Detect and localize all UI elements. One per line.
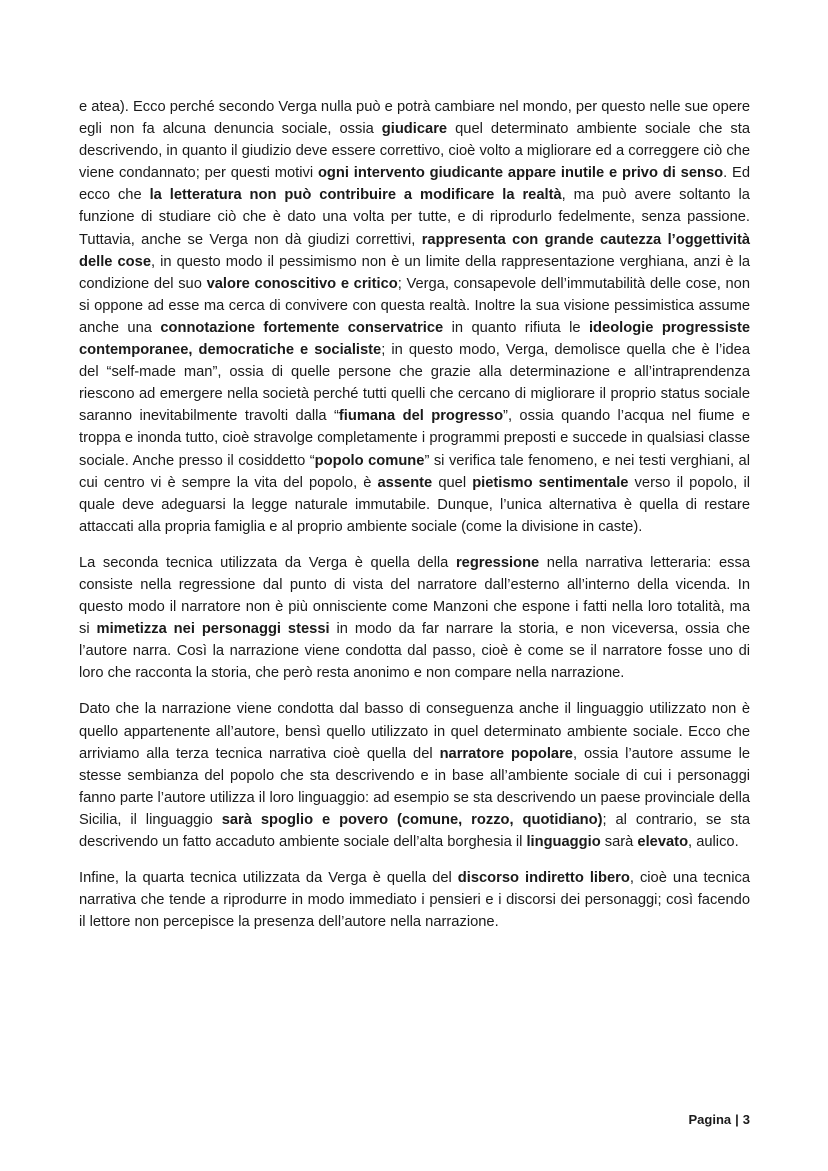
text-run: ; Verga, consapevole dell’immutabilità delle cose, non si oppone ad esse ma cerca di convivere con questa realtà. Inoltre la sua visione pessimistica assume anche una [79,275,750,336]
bold-text: rappresenta con grande cautezza l’oggettività delle cose [79,231,750,270]
text-run: ; in questo modo, Verga, demolisce quella che è l’idea del “self-made man”, ossia di quelle persone che grazie alla determinazione e all’intraprendenza riescono ad emergere nella società perché tutti quelli che cercano di migliorare il proprio status sociale saranno inevitabilmente travolti dalla “ [79,342,751,425]
bold-text: mimetizza nei personaggi stessi [96,621,330,638]
text-run: sarà [600,834,638,850]
text-run: nella narrativa letteraria: essa consiste nella regressione dal punto di vista del narratore dall’esterno all’interno della vicenda. In questo modo il narratore non è più onnisciente come Manzoni che espone i fatti nella loro totalità, ma si [79,554,750,638]
text-run: in quanto rifiuta le [443,319,589,336]
text-run: e atea). Ecco perché secondo Verga nulla può e potrà cambiare nel mondo, per questo nelle sue opere egli non fa alcuna denuncia sociale, ossia [79,99,750,138]
bold-text: narratore popolare [439,745,573,762]
text-run: , ma può avere soltanto la funzione di studiare ciò che è dato una volta per tutte, e di riprodurlo fedelmente, senza passione. Tuttavia, anche se Verga non dà giudizi correttivi, [79,187,750,248]
page-number: 3 [742,1112,750,1127]
text-run: ”, ossia quando l’acqua nel fiume e troppa e inonda tutto, cioè stravolge completamente i programmi preposti e succede in qualsiasi classe sociale. Anche presso il cosiddetto “ [79,408,750,469]
bold-text: discorso indiretto libero [457,870,630,887]
text-run: in modo da far narrare la storia, e non viceversa, ossia che l’autore narra. Così la narrazione viene condotta dal passo, cioè è come se il narratore fosse uno di loro che racconta la storia, che però resta anonimo e non compare nella narrazione. [79,621,751,682]
paragraph [79,552,750,685]
body-text [79,96,750,947]
bold-text: linguaggio [526,834,601,850]
bold-text: regressione [455,554,540,571]
text-run: , ossia l’autore assume le stesse sembianza del popolo che sta descrivendo e in base all’ambiente sociale di cui i personaggi fanno parte l’autore utilizza il loro linguaggio: ad esempio se sta descrivendo un paese provinciale della Sicilia, il linguaggio [79,745,750,828]
text-run: La seconda tecnica utilizzata da Verga è quella della [79,554,456,571]
text-run: quel determinato ambiente sociale che sta descrivendo, in quanto il giudizio deve essere correttivo, cioè volto a migliorare ed a correggere ciò che viene condannato; per questi motivi [79,121,750,182]
page-label: Pagina [688,1112,732,1127]
bold-text: ogni intervento giudicante appare inutile e privo di senso [317,165,724,182]
text-run: . Ed ecco che [79,165,750,204]
bold-text: fiumana del progresso [338,408,504,425]
page-footer [689,1112,751,1127]
bold-text: pietismo sentimentale [472,474,629,491]
bold-text: la letteratura non può contribuire a modificare la realtà [149,187,562,204]
text-run: ; al contrario, se sta descrivendo un fatto accaduto ambiente sociale dell’alta borghesia il [79,811,750,850]
paragraph [79,96,750,538]
text-run: , cioè una tecnica narrativa che tende a riprodurre in modo immediato i pensieri e i discorsi dei personaggi; così facendo il lettore non percepisce la presenza dell’autore nella narrazione. [79,870,750,931]
text-run: ” si verifica tale fenomeno, e nei testi verghiani, al cui centro vi è sempre la vita del popolo, è [79,452,750,491]
text-run: Dato che la narrazione viene condotta dal basso di conseguenza anche il linguaggio utilizzato non è quello appartenente all’autore, bensì quello utilizzato in quel determinato ambiente sociale. Ecco che arriviamo alla terza tecnica narrativa cioè quella del [79,701,750,762]
text-run: , aulico. [688,834,739,850]
footer-separator: | [735,1112,739,1127]
paragraph [79,698,750,853]
bold-text: connotazione fortemente conservatrice [160,319,444,336]
text-run: Infine, la quarta tecnica utilizzata da Verga è quella del [79,870,458,887]
paragraph [79,867,750,933]
bold-text: popolo comune [314,452,425,469]
text-run: , in questo modo il pessimismo non è un limite della rappresentazione verghiana, anzi è la condizione del suo [79,253,750,292]
bold-text: ideologie progressiste contemporanee, democratiche e socialiste [79,319,750,359]
bold-text: valore conoscitivo e critico [206,275,398,292]
bold-text: elevato [637,834,689,850]
bold-text: giudicare [381,121,448,138]
text-run: verso il popolo, il quale deve adeguarsi la legge naturale immutabile. Dunque, l’unica alternativa è quella di restare attaccati alla propria famiglia e al proprio ambiente sociale (come la divisione in caste). [79,474,750,535]
text-run: quel [432,474,473,491]
bold-text: assente [377,474,433,491]
bold-text: sarà spoglio e povero (comune, rozzo, quotidiano) [221,811,603,828]
